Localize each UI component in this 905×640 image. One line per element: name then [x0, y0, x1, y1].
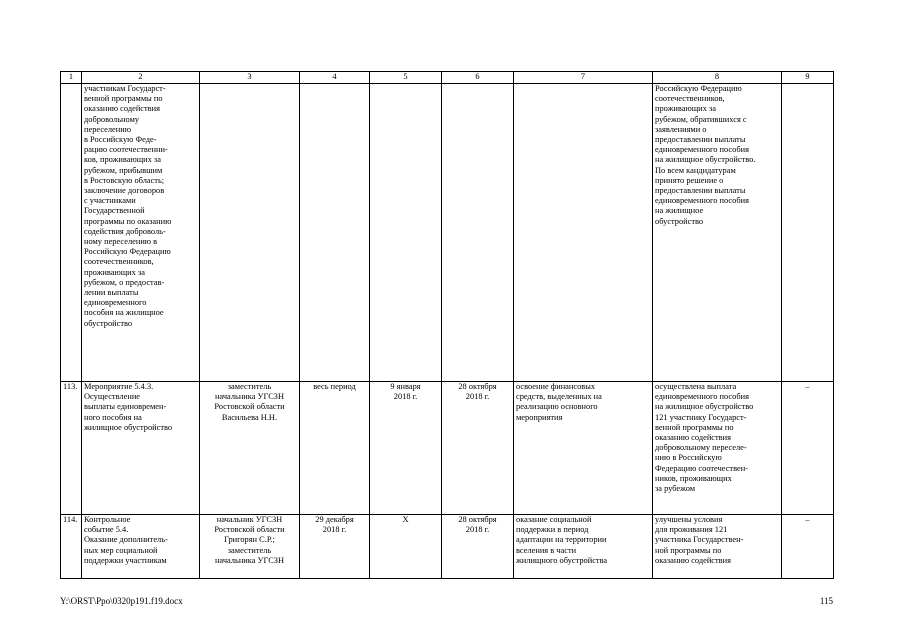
- text-line: заключение договоров: [84, 186, 165, 196]
- text-line: 2018 г.: [465, 525, 490, 535]
- end-date-cell: [442, 382, 514, 515]
- actual-result-cell: [653, 382, 782, 515]
- expected-result-cell: [514, 515, 653, 579]
- actual-result-cell: [653, 515, 782, 579]
- text-line: осуществлена выплата: [655, 382, 737, 391]
- text-line: единовременного пособия: [655, 392, 749, 402]
- text-line: 2018 г.: [393, 392, 418, 402]
- text-line: 121 участнику Государст-: [655, 412, 747, 422]
- text-line: обустройство: [655, 216, 704, 226]
- responsible-cell: [200, 382, 300, 515]
- text-line: 9 января: [390, 382, 421, 391]
- start-date-cell: Х: [370, 515, 442, 579]
- text-line: переселению: [84, 124, 131, 134]
- text-line: соотечественников,: [84, 257, 154, 267]
- note-cell: [782, 84, 834, 382]
- text-line: начальника УГСЗН: [214, 555, 285, 565]
- actual-result-cell: [653, 84, 782, 382]
- text-line: улучшены условия: [655, 515, 723, 524]
- text-line: на жилищное: [655, 206, 704, 216]
- text-line: обустройство: [84, 318, 133, 328]
- row-number-cell: [61, 84, 82, 382]
- text-line: в Российскую Феде-: [84, 135, 157, 145]
- text-line: на жилищное обустройство.: [655, 155, 756, 165]
- text-line: Мероприятие 5.4.3.: [84, 382, 154, 391]
- text-line: начальника УГСЗН: [214, 392, 285, 402]
- text-line: участника Государствен-: [655, 535, 744, 545]
- text-line: соотечественников,: [655, 94, 725, 104]
- text-line: Государственной: [84, 206, 145, 216]
- header-cell: 9: [782, 72, 834, 84]
- text-line: рацию соотечественни-: [84, 145, 168, 155]
- text-line: оказание социальной: [516, 515, 592, 524]
- text-line: Ростовской области: [214, 525, 285, 535]
- text-line: оказанию содействия: [655, 433, 731, 443]
- text-line: По всем кандидатурам: [655, 165, 736, 175]
- text-line: единовременного пособия: [655, 145, 749, 155]
- text-line: Ростовской области: [214, 402, 285, 412]
- text-line: Оказание дополнитель-: [84, 535, 168, 545]
- text-line: Федерацию соотечествен-: [655, 463, 748, 473]
- expected-result-cell: [514, 382, 653, 515]
- text-line: в Ростовскую область;: [84, 175, 165, 185]
- text-line: проживающих за: [84, 267, 145, 277]
- table-row-114: [61, 515, 834, 579]
- row-number-cell: 113.: [61, 382, 82, 515]
- text-line: освоение финансовых: [516, 382, 596, 391]
- responsible-cell: [200, 515, 300, 579]
- period-cell: [300, 84, 370, 382]
- start-date-cell: [370, 382, 442, 515]
- text-line: оказанию содействия: [655, 555, 731, 565]
- header-cell: 2: [82, 72, 200, 84]
- page-number: 115: [819, 596, 833, 606]
- measures-table: [60, 71, 834, 579]
- text-line: 29 декабря: [315, 515, 354, 524]
- text-line: жилищное обустройство: [84, 422, 173, 432]
- text-line: Григорян С.Р.;: [224, 535, 275, 545]
- text-line: вселения в части: [516, 545, 577, 555]
- text-line: для проживания 121: [655, 525, 728, 535]
- text-line: программы по оказанию: [84, 216, 172, 226]
- period-cell: весь период: [300, 382, 370, 515]
- text-line: добровольному переселе-: [655, 443, 747, 453]
- text-line: содействия доброволь-: [84, 226, 166, 236]
- text-line: на жилищное обустройство: [655, 402, 754, 412]
- text-line: с участниками: [84, 196, 136, 206]
- text-line: начальник УГСЗН: [216, 515, 283, 524]
- text-line: за рубежом: [655, 484, 696, 494]
- responsible-cell: [200, 84, 300, 382]
- text-line: мероприятия: [516, 412, 563, 422]
- text-line: жилищного обустройства: [516, 555, 608, 565]
- text-line: 2018 г.: [465, 392, 490, 402]
- header-cell: 8: [653, 72, 782, 84]
- text-line: ному переселению в: [84, 237, 158, 247]
- text-line: ных мер социальной: [84, 545, 158, 555]
- text-line: заявлениями о: [655, 124, 707, 134]
- text-line: ников, проживающих: [655, 473, 732, 483]
- note-cell: –: [782, 515, 834, 579]
- text-line: 28 октября: [458, 382, 497, 391]
- text-line: добровольному: [84, 114, 140, 124]
- text-line: ной программы по: [655, 545, 722, 555]
- text-line: проживающих за: [655, 104, 716, 114]
- text-line: событие 5.4.: [84, 525, 129, 535]
- header-cell: 6: [442, 72, 514, 84]
- table-row-continuation: [61, 84, 834, 382]
- text-line: нию в Российскую: [655, 453, 722, 463]
- text-line: ного пособия на: [84, 412, 142, 422]
- text-line: заместитель: [227, 545, 272, 555]
- header-cell: 4: [300, 72, 370, 84]
- measure-name-cell: [82, 515, 200, 579]
- text-line: принято решение о: [655, 175, 724, 185]
- end-date-cell: [442, 84, 514, 382]
- row-number-cell: 114.: [61, 515, 82, 579]
- text-line: предоставлении выплаты: [655, 186, 746, 196]
- text-line: выплаты единовремен-: [84, 402, 167, 412]
- note-cell: –: [782, 382, 834, 515]
- header-cell: 3: [200, 72, 300, 84]
- header-cell: 5: [370, 72, 442, 84]
- text-line: средств, выделенных на: [516, 392, 602, 402]
- start-date-cell: [370, 84, 442, 382]
- text-line: единовременного пособия: [655, 196, 749, 206]
- file-path: Y:\ORST\Ppo\0320p191.f19.docx: [60, 596, 183, 606]
- text-line: единовременного: [84, 298, 147, 308]
- text-line: лении выплаты: [84, 288, 139, 298]
- header-cell: 1: [61, 72, 82, 84]
- text-line: венной программы по: [655, 422, 734, 432]
- text-line: рубежом, обратившихся с: [655, 114, 747, 124]
- text-line: Российскую Федерацию: [655, 84, 742, 93]
- text-line: Васильева Н.Н.: [221, 412, 278, 422]
- text-line: поддержки в период: [516, 525, 589, 535]
- text-line: венной программы по: [84, 94, 163, 104]
- text-line: рубежом, о предостав-: [84, 277, 165, 287]
- text-line: 2018 г.: [322, 525, 347, 535]
- text-line: пособия на жилищное: [84, 308, 164, 318]
- text-line: адаптации на территории: [516, 535, 607, 545]
- text-line: участникам Государст-: [84, 84, 166, 93]
- text-line: оказанию содействия: [84, 104, 160, 114]
- period-cell: [300, 515, 370, 579]
- end-date-cell: [442, 515, 514, 579]
- text-line: Российскую Федерацию: [84, 247, 171, 257]
- text-line: Осуществление: [84, 392, 141, 402]
- text-line: рубежом, прибывшим: [84, 165, 163, 175]
- text-line: ков, проживающих за: [84, 155, 161, 165]
- measure-name-cell: [82, 84, 200, 382]
- expected-result-cell: [514, 84, 653, 382]
- text-line: Контрольное: [84, 515, 131, 524]
- column-numbers-row: [61, 72, 834, 84]
- text-line: реализацию основного: [516, 402, 598, 412]
- text-line: заместитель: [227, 382, 272, 391]
- table-row-113: [61, 382, 834, 515]
- header-cell: 7: [514, 72, 653, 84]
- measure-name-cell: [82, 382, 200, 515]
- text-line: поддержки участникам: [84, 555, 167, 565]
- text-line: предоставлении выплаты: [655, 135, 746, 145]
- text-line: 28 октября: [458, 515, 497, 524]
